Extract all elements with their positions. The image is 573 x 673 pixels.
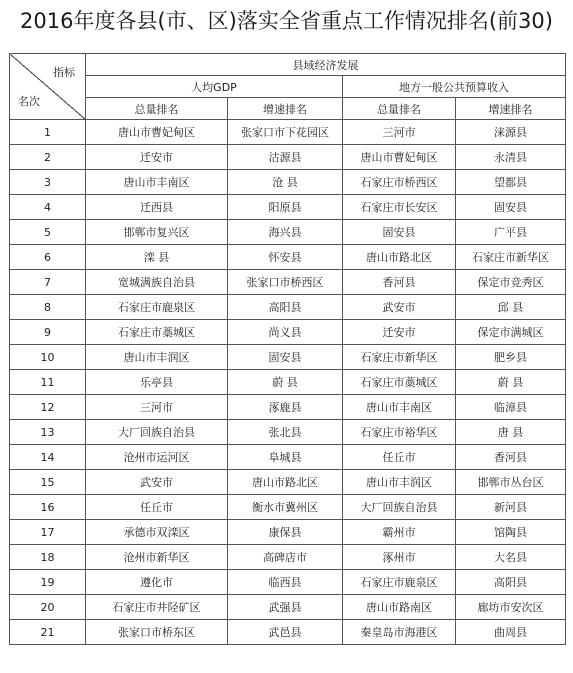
revenue-total-cell: 涿州市	[343, 545, 456, 570]
gdp-growth-cell: 阳原县	[228, 195, 343, 220]
table-row	[10, 120, 566, 145]
ranking-table	[9, 53, 566, 645]
revenue-total-cell: 唐山市路北区	[343, 245, 456, 270]
revenue-total-cell: 任丘市	[343, 445, 456, 470]
table-row	[10, 195, 566, 220]
revenue-growth-cell: 蔚 县	[456, 370, 566, 395]
revenue-total-cell: 三河市	[343, 120, 456, 145]
revenue-growth-cell: 大名县	[456, 545, 566, 570]
revenue-total-cell: 固安县	[343, 220, 456, 245]
revenue-growth-cell: 新河县	[456, 495, 566, 520]
revenue-total-cell: 石家庄市鹿泉区	[343, 570, 456, 595]
gdp-growth-cell: 张家口市下花园区	[228, 120, 343, 145]
gdp-growth-cell: 怀安县	[228, 245, 343, 270]
rank-cell: 18	[10, 545, 86, 570]
revenue-growth-cell: 唐 县	[456, 420, 566, 445]
revenue-growth-cell: 馆陶县	[456, 520, 566, 545]
gdp-growth-cell: 张北县	[228, 420, 343, 445]
table-row	[10, 445, 566, 470]
gdp-growth-cell: 武强县	[228, 595, 343, 620]
gdp-total-cell: 武安市	[86, 470, 228, 495]
rank-cell: 5	[10, 220, 86, 245]
revenue-growth-cell: 永清县	[456, 145, 566, 170]
gdp-total-cell: 任丘市	[86, 495, 228, 520]
rank-cell: 7	[10, 270, 86, 295]
gdp-total-cell: 张家口市桥东区	[86, 620, 228, 645]
group-header: 县域经济发展	[86, 54, 566, 76]
rank-cell: 4	[10, 195, 86, 220]
rank-cell: 8	[10, 295, 86, 320]
sub-header-gdp: 人均GDP	[86, 76, 343, 98]
revenue-growth-cell: 广平县	[456, 220, 566, 245]
table-body	[10, 120, 566, 645]
rank-cell: 17	[10, 520, 86, 545]
table-row	[10, 270, 566, 295]
table-row	[10, 495, 566, 520]
revenue-growth-cell: 涞源县	[456, 120, 566, 145]
table-row	[10, 145, 566, 170]
table-row	[10, 470, 566, 495]
rank-cell: 14	[10, 445, 86, 470]
column-header-gdp-total: 总量排名	[86, 98, 228, 120]
gdp-total-cell: 石家庄市鹿泉区	[86, 295, 228, 320]
table-row	[10, 395, 566, 420]
gdp-growth-cell: 海兴县	[228, 220, 343, 245]
gdp-total-cell: 宽城满族自治县	[86, 270, 228, 295]
rank-cell: 9	[10, 320, 86, 345]
gdp-total-cell: 遵化市	[86, 570, 228, 595]
revenue-total-cell: 香河县	[343, 270, 456, 295]
table-row	[10, 320, 566, 345]
revenue-total-cell: 霸州市	[343, 520, 456, 545]
gdp-total-cell: 迁西县	[86, 195, 228, 220]
gdp-growth-cell: 沽源县	[228, 145, 343, 170]
table-row	[10, 570, 566, 595]
table-row	[10, 520, 566, 545]
rank-cell: 13	[10, 420, 86, 445]
rank-cell: 19	[10, 570, 86, 595]
revenue-total-cell: 唐山市曹妃甸区	[343, 145, 456, 170]
gdp-growth-cell: 唐山市路北区	[228, 470, 343, 495]
table-row	[10, 620, 566, 645]
revenue-total-cell: 石家庄市新华区	[343, 345, 456, 370]
corner-indicator-label: 指标	[53, 66, 75, 79]
gdp-total-cell: 沧州市运河区	[86, 445, 228, 470]
gdp-total-cell: 石家庄市藁城区	[86, 320, 228, 345]
table-row	[10, 170, 566, 195]
gdp-total-cell: 乐亭县	[86, 370, 228, 395]
column-header-revenue-growth: 增速排名	[456, 98, 566, 120]
rank-cell: 16	[10, 495, 86, 520]
gdp-growth-cell: 蔚 县	[228, 370, 343, 395]
gdp-growth-cell: 高阳县	[228, 295, 343, 320]
revenue-total-cell: 唐山市路南区	[343, 595, 456, 620]
revenue-growth-cell: 保定市满城区	[456, 320, 566, 345]
table-row	[10, 595, 566, 620]
revenue-total-cell: 大厂回族自治县	[343, 495, 456, 520]
rank-cell: 10	[10, 345, 86, 370]
revenue-total-cell: 迁安市	[343, 320, 456, 345]
gdp-total-cell: 承德市双滦区	[86, 520, 228, 545]
column-header-revenue-total: 总量排名	[343, 98, 456, 120]
gdp-total-cell: 唐山市丰南区	[86, 170, 228, 195]
revenue-total-cell: 石家庄市藁城区	[343, 370, 456, 395]
gdp-total-cell: 滦 县	[86, 245, 228, 270]
gdp-growth-cell: 武邑县	[228, 620, 343, 645]
column-header-gdp-growth: 增速排名	[228, 98, 343, 120]
revenue-growth-cell: 廊坊市安次区	[456, 595, 566, 620]
table-row	[10, 545, 566, 570]
revenue-growth-cell: 肥乡县	[456, 345, 566, 370]
revenue-growth-cell: 望都县	[456, 170, 566, 195]
revenue-growth-cell: 保定市竞秀区	[456, 270, 566, 295]
gdp-growth-cell: 固安县	[228, 345, 343, 370]
corner-rank-label: 名次	[18, 95, 40, 108]
sub-header-revenue: 地方一般公共预算收入	[343, 76, 566, 98]
gdp-growth-cell: 衡水市冀州区	[228, 495, 343, 520]
gdp-total-cell: 三河市	[86, 395, 228, 420]
table-row	[10, 345, 566, 370]
gdp-growth-cell: 尚义县	[228, 320, 343, 345]
rank-cell: 11	[10, 370, 86, 395]
revenue-total-cell: 唐山市丰南区	[343, 395, 456, 420]
gdp-total-cell: 沧州市新华区	[86, 545, 228, 570]
revenue-total-cell: 石家庄市长安区	[343, 195, 456, 220]
rank-cell: 6	[10, 245, 86, 270]
gdp-total-cell: 唐山市曹妃甸区	[86, 120, 228, 145]
revenue-growth-cell: 临漳县	[456, 395, 566, 420]
rank-cell: 21	[10, 620, 86, 645]
rank-cell: 3	[10, 170, 86, 195]
revenue-total-cell: 石家庄市桥西区	[343, 170, 456, 195]
gdp-growth-cell: 康保县	[228, 520, 343, 545]
gdp-growth-cell: 临西县	[228, 570, 343, 595]
revenue-growth-cell: 固安县	[456, 195, 566, 220]
table-row	[10, 420, 566, 445]
gdp-growth-cell: 涿鹿县	[228, 395, 343, 420]
revenue-total-cell: 石家庄市裕华区	[343, 420, 456, 445]
table-row	[10, 370, 566, 395]
rank-cell: 20	[10, 595, 86, 620]
table-row	[10, 245, 566, 270]
revenue-growth-cell: 香河县	[456, 445, 566, 470]
revenue-growth-cell: 石家庄市新华区	[456, 245, 566, 270]
revenue-total-cell: 秦皇岛市海港区	[343, 620, 456, 645]
gdp-growth-cell: 沧 县	[228, 170, 343, 195]
gdp-total-cell: 迁安市	[86, 145, 228, 170]
gdp-growth-cell: 阜城县	[228, 445, 343, 470]
rank-cell: 2	[10, 145, 86, 170]
revenue-growth-cell: 曲周县	[456, 620, 566, 645]
rank-cell: 1	[10, 120, 86, 145]
gdp-total-cell: 邯郸市复兴区	[86, 220, 228, 245]
rank-cell: 12	[10, 395, 86, 420]
gdp-growth-cell: 张家口市桥西区	[228, 270, 343, 295]
gdp-growth-cell: 高碑店市	[228, 545, 343, 570]
gdp-total-cell: 唐山市丰润区	[86, 345, 228, 370]
page-title: 2016年度各县(市、区)落实全省重点工作情况排名(前30)	[20, 9, 553, 33]
corner-header	[10, 54, 86, 120]
table-row	[10, 295, 566, 320]
revenue-growth-cell: 高阳县	[456, 570, 566, 595]
rank-cell: 15	[10, 470, 86, 495]
revenue-total-cell: 武安市	[343, 295, 456, 320]
gdp-total-cell: 石家庄市井陉矿区	[86, 595, 228, 620]
revenue-total-cell: 唐山市丰润区	[343, 470, 456, 495]
revenue-growth-cell: 邯郸市丛台区	[456, 470, 566, 495]
revenue-growth-cell: 邱 县	[456, 295, 566, 320]
table-row	[10, 220, 566, 245]
gdp-total-cell: 大厂回族自治县	[86, 420, 228, 445]
